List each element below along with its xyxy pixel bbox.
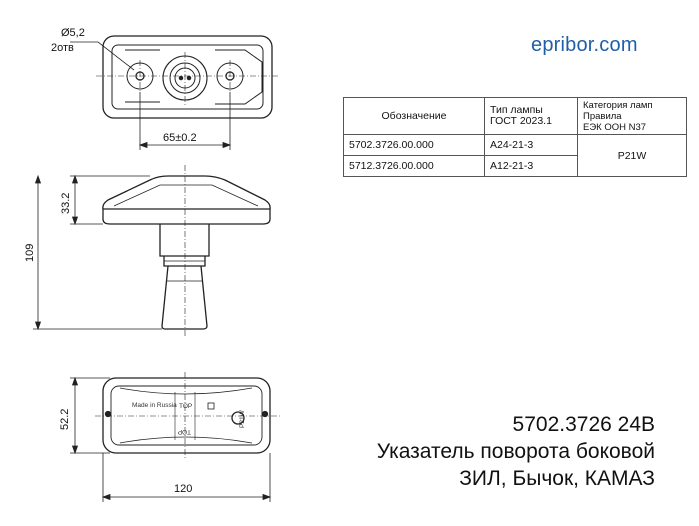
dim-side-lines — [33, 176, 162, 329]
designation-cell: 5702.3726.00.000 — [344, 135, 485, 156]
header-lamp-type-line-1: Тип лампы — [490, 104, 543, 116]
designation-cell: 5712.3726.00.000 — [344, 156, 485, 177]
lamp-type-cell: А24-21-3 — [485, 135, 578, 156]
header-lamp-category-line-1: Категория ламп — [583, 99, 653, 111]
hole-spacing-dimension: 65±0.2 — [163, 132, 197, 144]
length-dimension: 120 — [174, 483, 193, 495]
lamp-type-cell: А12-21-3 — [485, 156, 578, 177]
header-lamp-type — [485, 98, 578, 135]
header-lamp-category-line-3: ЕЭК ООН N37 — [583, 121, 647, 133]
brand-link[interactable]: epribor.com — [531, 34, 638, 56]
dim-front-lines — [70, 378, 270, 502]
width-dimension: 52.2 — [59, 408, 71, 430]
flange-height-dimension: 33.2 — [60, 192, 72, 214]
hole-diameter-label: Ø5,2 — [61, 27, 85, 39]
front-view — [95, 372, 280, 460]
spec-table-header — [344, 98, 687, 135]
header-lamp-category-line-2: Правила — [583, 110, 622, 122]
product-code: 5702.3726 24В — [512, 413, 655, 436]
header-designation: Обозначение — [344, 98, 485, 135]
header-lamp-category — [578, 98, 687, 135]
lens-marking-origin: Made in Russia — [132, 402, 177, 409]
lamp-category-cell: P21W — [578, 135, 687, 177]
product-name: Указатель поворота боковой — [376, 440, 655, 463]
side-view — [103, 165, 270, 338]
header-lamp-type-line-2: ГОСТ 2023.1 — [490, 115, 552, 127]
title-block — [377, 411, 655, 492]
lens-marking-code: P21W — [239, 410, 246, 428]
product-applications: ЗИЛ, Бычок, КАМАЗ — [459, 467, 655, 490]
spec-table — [343, 97, 687, 177]
total-height-dimension: 109 — [24, 243, 36, 262]
hole-count-label: 2отв — [51, 42, 74, 54]
lens-marking-top-2: TOP — [177, 428, 191, 435]
lens-marking-top-1: TOP — [179, 403, 193, 410]
top-view — [70, 36, 280, 118]
table-row — [344, 135, 687, 156]
